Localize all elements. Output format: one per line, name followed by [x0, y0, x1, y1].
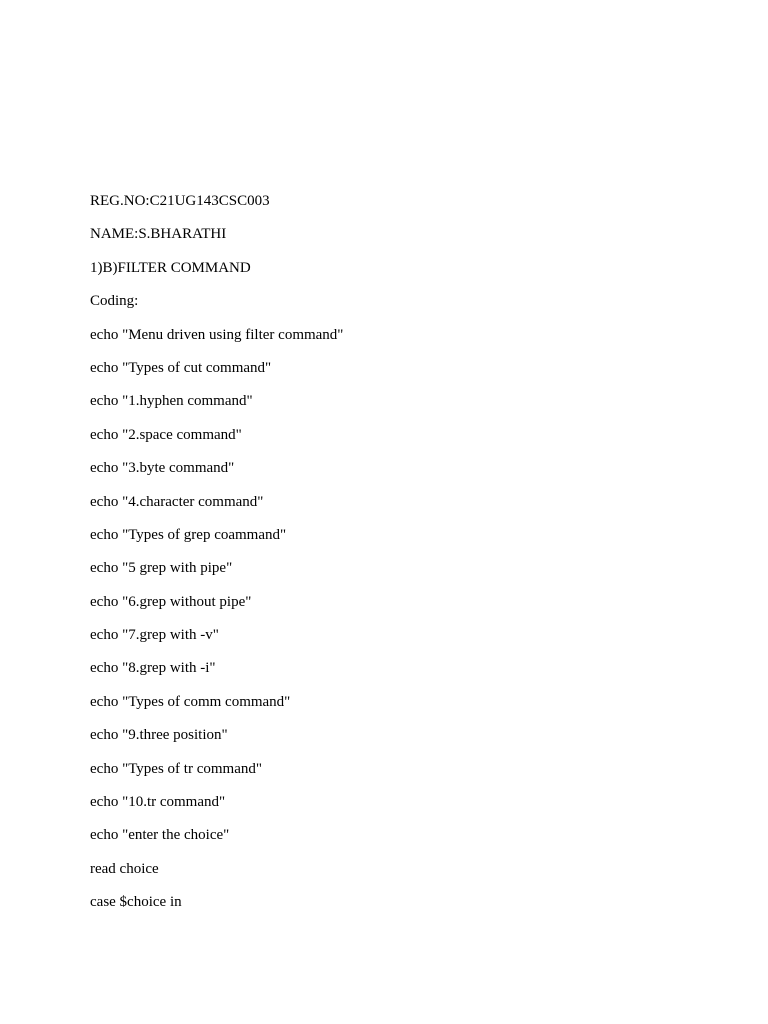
code-line: echo "Types of cut command": [90, 359, 272, 376]
code-line: read choice: [90, 860, 159, 877]
code-line: echo "Types of tr command": [90, 760, 262, 777]
code-line: echo "enter the choice": [90, 827, 230, 844]
code-line: echo "2.space command": [90, 426, 242, 443]
code-line: echo "8.grep with -i": [90, 660, 216, 677]
name-line: NAME:S.BHARATHI: [90, 226, 227, 243]
coding-label: Coding:: [90, 293, 139, 310]
heading-line: 1)B)FILTER COMMAND: [90, 259, 251, 276]
code-line: echo "5 grep with pipe": [90, 560, 233, 577]
code-line: echo "10.tr command": [90, 794, 226, 811]
code-line: echo "Types of grep coammand": [90, 526, 287, 543]
code-line: echo "9.three position": [90, 727, 228, 744]
code-line: echo "7.grep with -v": [90, 627, 219, 644]
document-body: [90, 191, 690, 926]
code-line: echo "1.hyphen command": [90, 393, 253, 410]
code-line: echo "6.grep without pipe": [90, 593, 252, 610]
code-line: echo "Types of comm command": [90, 693, 291, 710]
reg-no-line: REG.NO:C21UG143CSC003: [90, 193, 270, 209]
code-line: echo "3.byte command": [90, 460, 235, 477]
code-line: echo "4.character command": [90, 493, 264, 510]
code-line: echo "Menu driven using filter command": [90, 326, 344, 343]
code-line: case $choice in: [90, 894, 182, 911]
